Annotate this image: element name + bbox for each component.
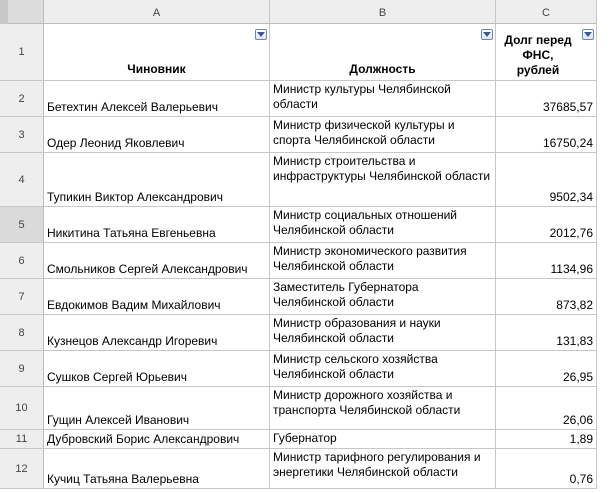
cell-official-name[interactable]: [44, 153, 270, 207]
cell-official-name[interactable]: [44, 117, 270, 153]
cell-debt[interactable]: [496, 387, 597, 430]
row-header[interactable]: 5: [0, 207, 44, 243]
sheet-right-margin: [597, 0, 612, 493]
row-header[interactable]: 7: [0, 279, 44, 315]
debt-value: 2012,76: [549, 226, 593, 240]
debt-value: 131,83: [556, 334, 593, 348]
column-header-c[interactable]: C: [496, 0, 597, 24]
official-name: Гущин Алексей Иванович: [47, 413, 190, 427]
cell-debt[interactable]: [496, 315, 597, 351]
official-name: Кучиц Татьяна Валерьевна: [47, 472, 199, 486]
row-header[interactable]: 1: [0, 24, 44, 81]
header-position-label: Должность: [349, 62, 416, 76]
cell-position[interactable]: [270, 207, 496, 243]
cell-official-name[interactable]: [44, 207, 270, 243]
row-header[interactable]: 12: [0, 449, 44, 489]
cell-debt[interactable]: [496, 153, 597, 207]
debt-value: 9502,34: [549, 190, 593, 204]
header-debt-line: Долг перед: [504, 33, 572, 47]
column-header-b[interactable]: B: [270, 0, 496, 24]
cell-position[interactable]: [270, 243, 496, 279]
cell-official-name[interactable]: [44, 315, 270, 351]
debt-value: 37685,57: [542, 100, 593, 114]
cell-position[interactable]: [270, 81, 496, 117]
filter-dropdown-icon[interactable]: [255, 29, 267, 40]
row-header[interactable]: 9: [0, 351, 44, 387]
header-debt-line: рублей: [516, 63, 560, 77]
column-header-a[interactable]: A: [44, 0, 270, 24]
filter-dropdown-icon[interactable]: [582, 29, 594, 40]
position-text: Министр тарифного регулирования и энергетики Челябинской области: [273, 450, 481, 479]
position-text: Министр сельского хозяйства Челябинской области: [273, 352, 438, 381]
cell-debt[interactable]: [496, 81, 597, 117]
debt-value: 16750,24: [542, 136, 593, 150]
cell-official-name[interactable]: [44, 387, 270, 430]
debt-value: 26,06: [562, 413, 593, 427]
position-text: Министр социальных отношений Челябинской области: [273, 208, 457, 237]
cell-position[interactable]: [270, 117, 496, 153]
debt-value: 26,95: [562, 370, 593, 384]
header-cell-position[interactable]: [270, 24, 496, 81]
cell-official-name[interactable]: [44, 430, 270, 449]
official-name: Тупикин Виктор Александрович: [47, 190, 223, 204]
debt-value: 0,76: [569, 472, 593, 486]
position-text: Губернатор: [273, 431, 337, 445]
cell-debt[interactable]: [496, 243, 597, 279]
official-name: Кузнецов Александр Игоревич: [47, 334, 218, 348]
official-name: Никитина Татьяна Евгеньевна: [47, 226, 216, 240]
cell-official-name[interactable]: [44, 351, 270, 387]
cell-debt[interactable]: [496, 449, 597, 489]
header-cell-official[interactable]: [44, 24, 270, 81]
official-name: Одер Леонид Яковлевич: [47, 136, 185, 150]
cell-position[interactable]: [270, 430, 496, 449]
row-header[interactable]: 6: [0, 243, 44, 279]
cell-debt[interactable]: [496, 279, 597, 315]
row-header[interactable]: 4: [0, 153, 44, 207]
cell-debt[interactable]: [496, 207, 597, 243]
official-name: Смольников Сергей Александрович: [47, 262, 248, 276]
header-debt-line: ФНС,: [522, 48, 554, 62]
position-text: Министр строительства и инфраструктуры Челябинской области: [273, 154, 491, 183]
debt-value: 1134,96: [550, 262, 593, 276]
cell-position[interactable]: [270, 351, 496, 387]
cell-position[interactable]: [270, 279, 496, 315]
official-name: Евдокимов Вадим Михайлович: [47, 298, 221, 312]
header-cell-debt[interactable]: [496, 24, 597, 81]
row-header[interactable]: 10: [0, 387, 44, 430]
filter-dropdown-icon[interactable]: [481, 29, 493, 40]
row-header[interactable]: 3: [0, 117, 44, 153]
position-text: Министр экономического развития Челябинской области: [273, 244, 467, 273]
row-header[interactable]: 8: [0, 315, 44, 351]
cell-position[interactable]: [270, 315, 496, 351]
position-text: Министр образования и науки Челябинской области: [273, 316, 441, 345]
cell-official-name[interactable]: [44, 449, 270, 489]
position-text: Заместитель Губернатора Челябинской области: [273, 280, 419, 309]
cell-position[interactable]: [270, 153, 496, 207]
row-header[interactable]: 2: [0, 81, 44, 117]
header-debt-label: [496, 33, 580, 78]
position-text: Министр дорожного хозяйства и транспорта Челябинской области: [273, 388, 461, 417]
cell-debt[interactable]: [496, 430, 597, 449]
cell-position[interactable]: [270, 387, 496, 430]
debt-value: 1,89: [569, 432, 593, 446]
header-official-label: Чиновник: [127, 62, 186, 76]
cell-official-name[interactable]: [44, 279, 270, 315]
cell-official-name[interactable]: [44, 81, 270, 117]
official-name: Сушков Сергей Юрьевич: [47, 370, 187, 384]
position-text: Министр физической культуры и спорта Челябинской области: [273, 118, 455, 147]
official-name: Бетехтин Алексей Валерьевич: [47, 100, 219, 114]
cell-debt[interactable]: [496, 117, 597, 153]
cell-debt[interactable]: [496, 351, 597, 387]
row-header[interactable]: 11: [0, 430, 44, 449]
position-text: Министр культуры Челябинской области: [273, 82, 451, 111]
debt-value: 873,82: [556, 298, 593, 312]
cell-position[interactable]: [270, 449, 496, 489]
select-all-corner[interactable]: [0, 0, 44, 24]
cell-official-name[interactable]: [44, 243, 270, 279]
official-name: Дубровский Борис Александрович: [47, 432, 240, 446]
